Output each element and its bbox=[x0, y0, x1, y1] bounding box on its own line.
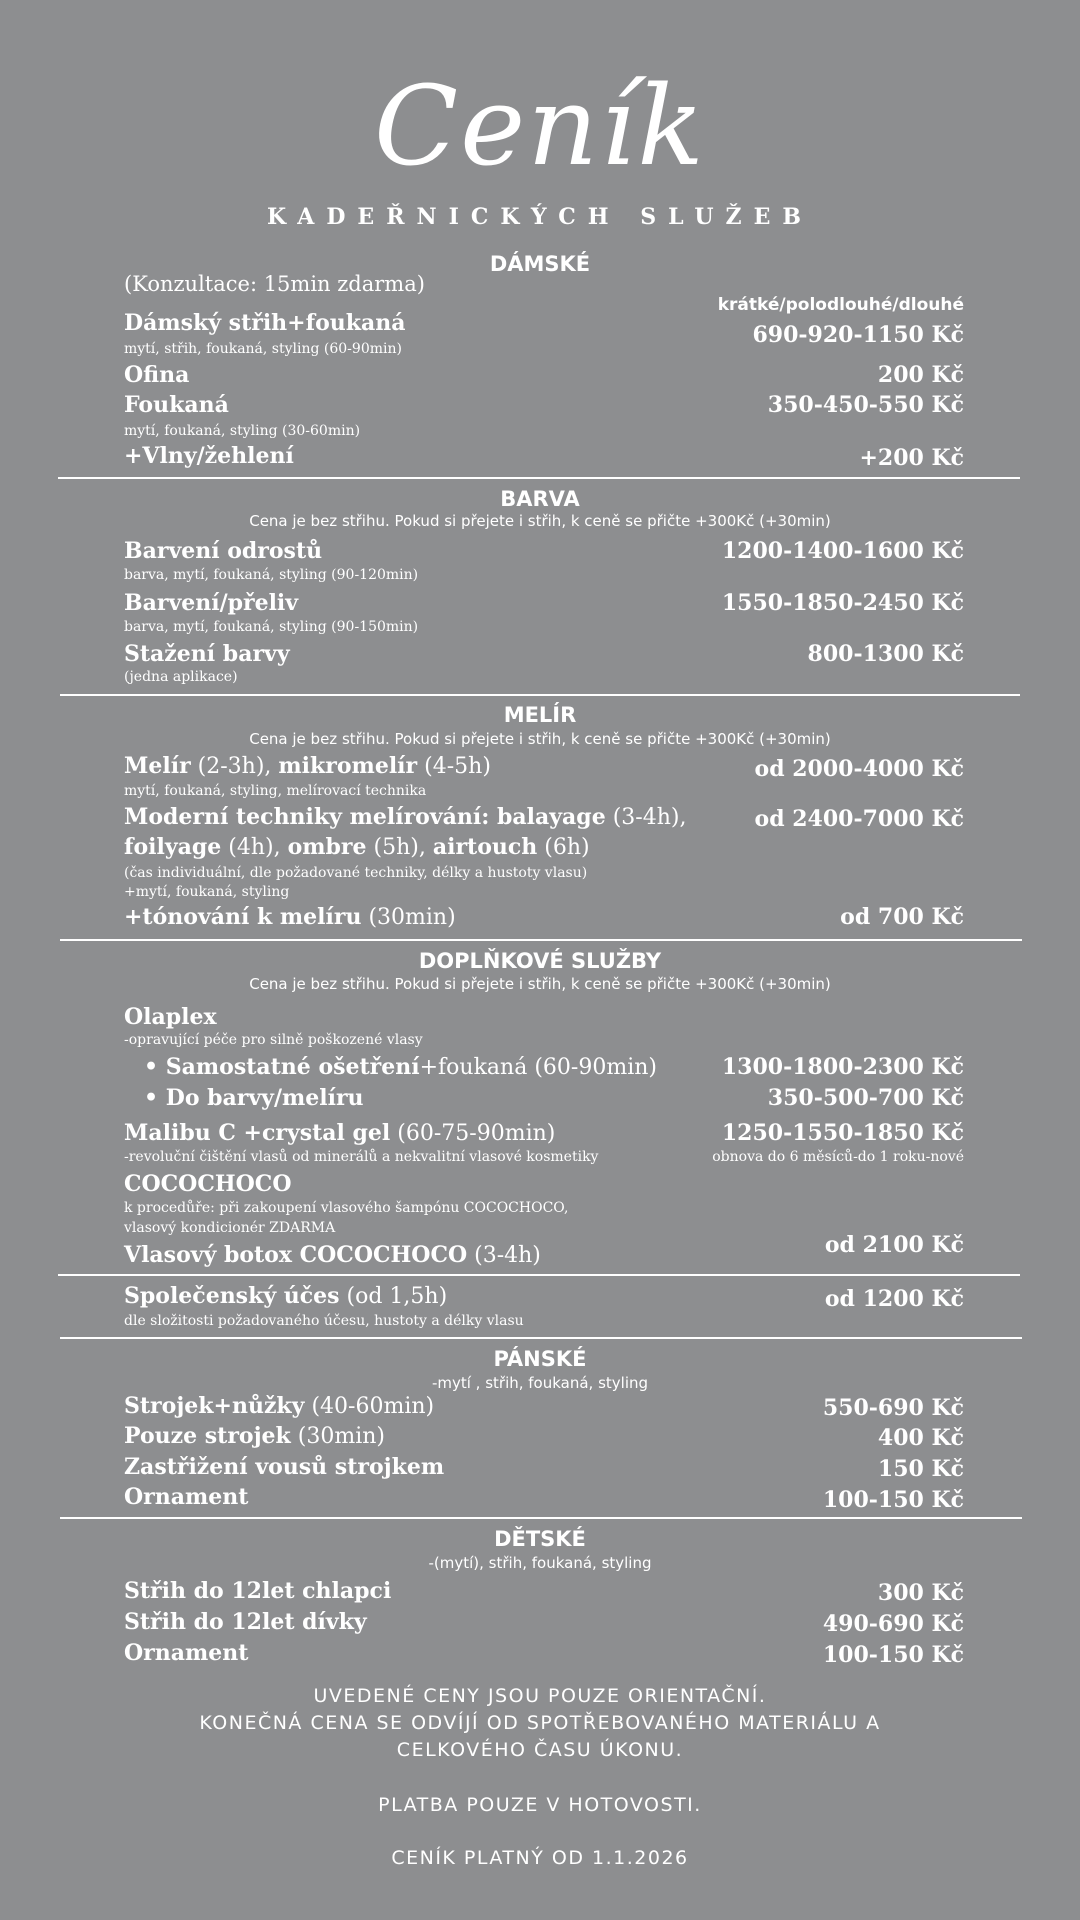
service-desc: mytí, foukaná, styling, melírovací technika bbox=[124, 783, 427, 799]
name-thin: (3-4h) bbox=[467, 1243, 541, 1268]
name-thin: (40-60min) bbox=[304, 1394, 435, 1419]
service-price: 490-690 Kč bbox=[822, 1611, 964, 1637]
service-desc: dle složitosti požadovaného účesu, hustoty a délky vlasu bbox=[124, 1313, 524, 1329]
service-desc: barva, mytí, foukaná, styling (90-150min) bbox=[124, 619, 419, 635]
section-note: -(mytí), střih, foukaná, styling bbox=[428, 1554, 652, 1572]
service-name bbox=[124, 804, 686, 830]
service-price: 550-690 Kč bbox=[822, 1395, 964, 1421]
name-bold: Ornament bbox=[124, 1484, 249, 1510]
name-bold: Malibu C +crystal gel bbox=[124, 1120, 391, 1146]
name-bold: Moderní techniky melírování: balayage bbox=[124, 804, 606, 830]
name-bold: Vlasový botox COCOCHOCO bbox=[124, 1242, 468, 1268]
service-desc: mytí, foukaná, styling (30-60min) bbox=[124, 423, 361, 439]
service-desc: k procedůře: při zakoupení vlasového šampónu COCOCHOCO, bbox=[124, 1200, 569, 1216]
service-name bbox=[124, 753, 491, 779]
service-price: 1250-1550-1850 Kč bbox=[721, 1120, 964, 1146]
name-thin: (od 1,5h) bbox=[339, 1284, 448, 1309]
name-bold: foilyage bbox=[124, 834, 222, 860]
service-price: 150 Kč bbox=[877, 1456, 964, 1482]
name-bold: Společenský účes bbox=[124, 1283, 340, 1309]
section-heading-doplnkove: DOPLŇKOVÉ SLUŽBY bbox=[418, 949, 662, 973]
length-note: krátké/polodlouhé/dlouhé bbox=[717, 295, 964, 315]
service-desc: mytí, střih, foukaná, styling (60-90min) bbox=[124, 341, 402, 357]
name-bold: +tónování k melíru bbox=[124, 904, 362, 930]
section-heading-detske: DĚTSKÉ bbox=[494, 1527, 586, 1551]
service-price: 350-450-550 Kč bbox=[767, 392, 964, 418]
footer-validity: CENÍK PLATNÝ OD 1.1.2026 bbox=[391, 1847, 689, 1869]
service-price: 1550-1850-2450 Kč bbox=[721, 590, 964, 616]
name-thin: (5h), bbox=[366, 835, 433, 860]
service-price: od 2100 Kč bbox=[824, 1232, 964, 1258]
service-price: 1300-1800-2300 Kč bbox=[721, 1054, 964, 1080]
service-name: Foukaná bbox=[124, 392, 229, 418]
footer-line: CELKOVÉHO ČASU ÚKONU. bbox=[396, 1739, 684, 1761]
service-name: Střih do 12let chlapci bbox=[124, 1578, 392, 1604]
footer-payment: PLATBA POUZE V HOTOVOSTI. bbox=[378, 1794, 702, 1816]
service-price: 350-500-700 Kč bbox=[767, 1085, 964, 1111]
service-name: Ofina bbox=[124, 362, 190, 388]
service-price: 400 Kč bbox=[877, 1425, 964, 1451]
service-name bbox=[124, 904, 456, 930]
service-price: od 2400-7000 Kč bbox=[754, 806, 964, 832]
name-thin: (6h) bbox=[537, 835, 590, 860]
service-price: 800-1300 Kč bbox=[807, 641, 964, 667]
name-bold: Do barvy/melíru bbox=[165, 1085, 364, 1111]
divider bbox=[60, 1337, 1022, 1339]
service-price: 100-150 Kč bbox=[822, 1487, 964, 1513]
name-thin: (60-75-90min) bbox=[390, 1121, 556, 1146]
name-thin: (2-3h), bbox=[190, 754, 279, 779]
section-heading-panske: PÁNSKÉ bbox=[493, 1347, 587, 1371]
name-bold: Zastřižení vousů strojkem bbox=[124, 1454, 445, 1480]
section-note: -mytí , střih, foukaná, styling bbox=[431, 1374, 649, 1392]
service-name: Barvení/přeliv bbox=[124, 590, 299, 616]
bullet-icon: • bbox=[144, 1085, 166, 1111]
service-name bbox=[124, 1484, 248, 1510]
name-bold: Strojek+nůžky bbox=[124, 1393, 305, 1419]
name-thin: (3-4h), bbox=[605, 805, 687, 830]
service-desc: +mytí, foukaná, styling bbox=[124, 884, 290, 900]
service-name bbox=[124, 1393, 434, 1419]
service-bullet bbox=[144, 1054, 657, 1080]
service-price: od 700 Kč bbox=[840, 904, 964, 930]
page-title: Ceník bbox=[374, 62, 706, 190]
service-price: 200 Kč bbox=[877, 362, 964, 388]
price-note: obnova do 6 měsíců-do 1 roku-nové bbox=[712, 1149, 964, 1165]
section-heading-melir: MELÍR bbox=[503, 703, 577, 727]
section-note: Cena je bez střihu. Pokud si přejete i střih, k ceně se přičte +300Kč (+30min) bbox=[249, 975, 831, 993]
section-heading-barva: BARVA bbox=[500, 487, 580, 511]
service-price: od 1200 Kč bbox=[824, 1286, 964, 1312]
bullet-icon: • bbox=[144, 1054, 166, 1080]
service-name: +Vlny/žehlení bbox=[124, 443, 294, 469]
service-name: Ornament bbox=[124, 1640, 249, 1666]
name-thin: (4-5h) bbox=[417, 754, 491, 779]
name-bold: Samostatné ošetření bbox=[165, 1054, 420, 1080]
name-bold: mikromelír bbox=[278, 753, 418, 779]
service-desc: vlasový kondicionér ZDARMA bbox=[124, 1220, 336, 1236]
footer-line: KONEČNÁ CENA SE ODVÍJÍ OD SPOTŘEBOVANÉHO MATERIÁLU A bbox=[199, 1712, 881, 1734]
divider bbox=[60, 1517, 1022, 1519]
name-bold: airtouch bbox=[432, 834, 538, 860]
service-price: 300 Kč bbox=[877, 1580, 964, 1606]
footer-line: UVEDENÉ CENY JSOU POUZE ORIENTAČNÍ. bbox=[313, 1685, 767, 1707]
name-bold: Pouze strojek bbox=[124, 1423, 291, 1449]
service-name bbox=[124, 1454, 444, 1480]
service-name: Olaplex bbox=[124, 1004, 217, 1030]
service-desc: (jedna aplikace) bbox=[124, 669, 238, 685]
service-price: 1200-1400-1600 Kč bbox=[721, 538, 964, 564]
section-note: Cena je bez střihu. Pokud si přejete i střih, k ceně se přičte +300Kč (+30min) bbox=[249, 512, 831, 530]
service-name bbox=[124, 1120, 555, 1146]
name-thin: +foukaná (60-90min) bbox=[419, 1055, 657, 1080]
service-name bbox=[124, 1283, 447, 1309]
service-price: +200 Kč bbox=[859, 445, 964, 471]
service-name: COCOCHOCO bbox=[124, 1171, 292, 1197]
name-thin: (4h), bbox=[221, 835, 288, 860]
name-bold: Melír bbox=[124, 753, 191, 779]
service-name: Barvení odrostů bbox=[124, 538, 323, 564]
service-desc: -revoluční čištění vlasů od minerálů a nekvalitní vlasové kosmetiky bbox=[124, 1149, 599, 1165]
service-desc: -opravující péče pro silně poškozené vlasy bbox=[124, 1032, 423, 1048]
service-bullet bbox=[144, 1085, 364, 1111]
service-desc: (čas individuální, dle požadované techniky, délky a hustoty vlasu) bbox=[124, 865, 588, 881]
name-bold: ombre bbox=[287, 834, 367, 860]
divider bbox=[58, 477, 1020, 479]
service-name: Stažení barvy bbox=[124, 641, 290, 667]
service-price: od 2000-4000 Kč bbox=[754, 756, 964, 782]
service-name: Střih do 12let dívky bbox=[124, 1609, 367, 1635]
section-note: Cena je bez střihu. Pokud si přejete i střih, k ceně se přičte +300Kč (+30min) bbox=[249, 730, 831, 748]
name-thin: (30min) bbox=[361, 905, 456, 930]
page-subtitle: KADEŘNICKÝCH SLUŽEB bbox=[267, 204, 813, 230]
consult-note: (Konzultace: 15min zdarma) bbox=[124, 272, 425, 296]
service-price: 100-150 Kč bbox=[822, 1642, 964, 1668]
service-price: 690-920-1150 Kč bbox=[752, 322, 964, 348]
divider bbox=[60, 939, 1022, 941]
name-thin: (30min) bbox=[290, 1424, 386, 1449]
service-name bbox=[124, 834, 590, 860]
service-name: Dámský střih+foukaná bbox=[124, 310, 406, 336]
section-heading-damske: DÁMSKÉ bbox=[489, 252, 591, 276]
service-name bbox=[124, 1423, 385, 1449]
service-desc: barva, mytí, foukaná, styling (90-120min) bbox=[124, 567, 419, 583]
divider bbox=[58, 1274, 1020, 1276]
service-name bbox=[124, 1242, 541, 1268]
divider bbox=[60, 694, 1020, 696]
